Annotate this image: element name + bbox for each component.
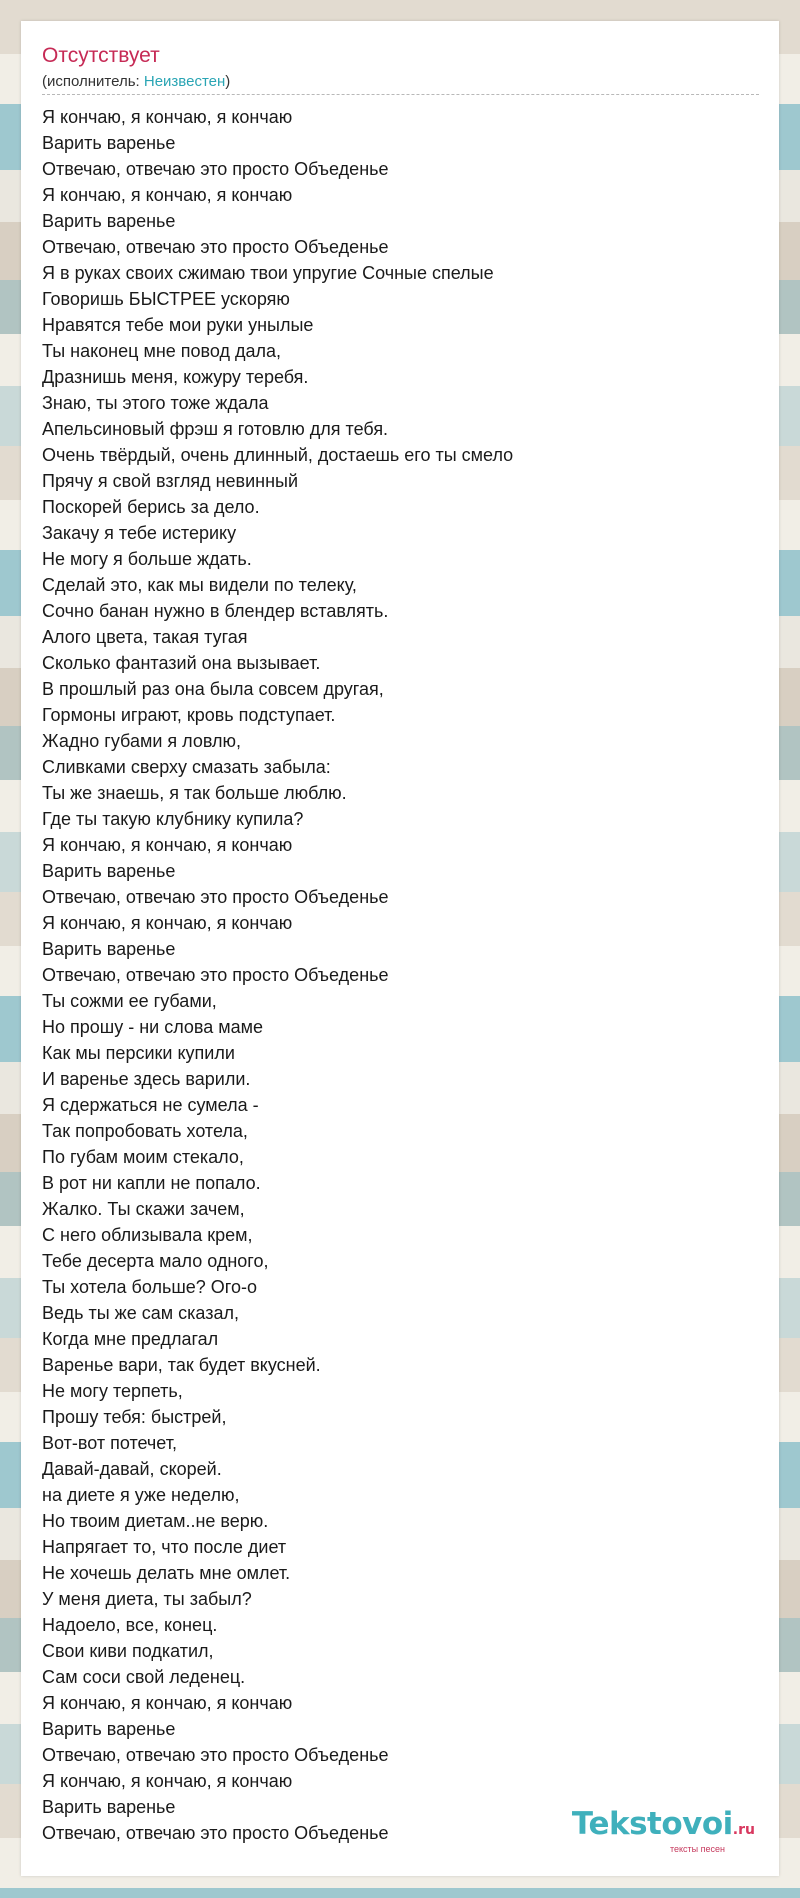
song-title: Отсутствует: [42, 44, 160, 67]
lyric-line: Не хочешь делать мне омлет.: [42, 1563, 291, 1583]
lyric-line: Варить варенье: [42, 133, 176, 153]
lyric-line: Варить варенье: [42, 1797, 176, 1817]
lyric-line: Сколько фантазий она вызывает.: [42, 653, 321, 673]
lyric-line: Ты же знаешь, я так больше люблю.: [42, 783, 347, 803]
performer-line: [42, 73, 230, 91]
lyric-line: Сам соси свой леденец.: [42, 1667, 246, 1687]
lyric-line: Я кончаю, я кончаю, я кончаю: [42, 185, 293, 205]
lyric-line: С него облизывала крем,: [42, 1225, 253, 1245]
lyric-line: Я кончаю, я кончаю, я кончаю: [42, 835, 293, 855]
lyric-line: Варить варенье: [42, 1719, 176, 1739]
lyric-line: И варенье здесь варили.: [42, 1069, 251, 1089]
lyric-line: Варенье вари, так будет вкусней.: [42, 1355, 321, 1375]
lyric-line: Я кончаю, я кончаю, я кончаю: [42, 1771, 293, 1791]
lyric-line: Отвечаю, отвечаю это просто Объеденье: [42, 887, 389, 907]
lyric-line: Прячу я свой взгляд невинный: [42, 471, 299, 491]
lyric-line: Отвечаю, отвечаю это просто Объеденье: [42, 1823, 389, 1843]
lyric-line: Нравятся тебе мои руки унылые: [42, 315, 314, 335]
lyric-line: Сливками сверху смазать забыла:: [42, 757, 331, 777]
lyric-line: Я кончаю, я кончаю, я кончаю: [42, 107, 293, 127]
lyric-line: Сочно банан нужно в блендер вставлять.: [42, 601, 389, 621]
lyric-line: Прошу тебя: быстрей,: [42, 1407, 227, 1427]
lyric-line: Ты сожми ее губами,: [42, 991, 217, 1011]
lyric-line: Когда мне предлагал: [42, 1329, 219, 1349]
lyric-line: Тебе десерта мало одного,: [42, 1251, 269, 1271]
lyric-line: Где ты такую клубнику купила?: [42, 809, 304, 829]
lyric-line: Но прошу - ни слова маме: [42, 1017, 264, 1037]
logo-name: Tekstovoi: [571, 1806, 733, 1842]
lyric-line: Отвечаю, отвечаю это просто Объеденье: [42, 159, 389, 179]
lyric-line: Как мы персики купили: [42, 1043, 235, 1063]
lyric-line: Не могу я больше ждать.: [42, 549, 252, 569]
logo-tld: .ru: [732, 1822, 755, 1838]
lyric-line: По губам моим стекало,: [42, 1147, 244, 1167]
lyric-line: Я кончаю, я кончаю, я кончаю: [42, 913, 293, 933]
lyric-line: Алого цвета, такая тугая: [42, 627, 248, 647]
lyric-line: Ведь ты же сам сказал,: [42, 1303, 239, 1323]
lyric-line: Знаю, ты этого тоже ждала: [42, 393, 269, 413]
logo-tagline: тексты песен: [669, 1844, 725, 1854]
lyric-line: Апельсиновый фрэш я готовлю для тебя.: [42, 419, 389, 439]
lyric-line: Я в руках своих сжимаю твои упругие Сочные спелые: [42, 263, 494, 283]
performer-suffix: ): [225, 73, 231, 90]
lyric-line: Жадно губами я ловлю,: [42, 731, 242, 751]
lyric-line: Очень твёрдый, очень длинный, достаешь его ты смело: [42, 445, 514, 465]
lyric-line: В прошлый раз она была совсем другая,: [42, 679, 384, 699]
lyric-line: Ты наконец мне повод дала,: [42, 341, 282, 361]
lyrics-card: [21, 21, 779, 1876]
lyric-line: Жалко. Ты скажи зачем,: [42, 1199, 245, 1219]
lyric-line: Варить варенье: [42, 211, 176, 231]
lyric-line: Сделай это, как мы видели по телеку,: [42, 575, 357, 595]
lyric-line: У меня диета, ты забыл?: [42, 1589, 252, 1609]
lyric-line: Давай-давай, скорей.: [42, 1459, 222, 1479]
lyric-line: В рот ни капли не попало.: [42, 1173, 261, 1193]
lyric-line: Я сдержаться не сумела -: [42, 1095, 259, 1115]
lyric-line: Дразнишь меня, кожуру теребя.: [42, 367, 309, 387]
lyric-line: Отвечаю, отвечаю это просто Объеденье: [42, 237, 389, 257]
site-logo[interactable]: [572, 1808, 755, 1854]
title-divider: [42, 94, 759, 95]
lyric-line: Я кончаю, я кончаю, я кончаю: [42, 1693, 293, 1713]
lyric-line: Варить варенье: [42, 939, 176, 959]
lyric-line: Свои киви подкатил,: [42, 1641, 214, 1661]
lyric-line: Отвечаю, отвечаю это просто Объеденье: [42, 965, 389, 985]
lyric-line: Вот-вот потечет,: [42, 1433, 177, 1453]
lyric-line: Поскорей берись за дело.: [42, 497, 260, 517]
lyric-line: Так попробовать хотела,: [42, 1121, 248, 1141]
lyric-line: Говоришь БЫСТРЕЕ ускоряю: [42, 289, 290, 309]
lyric-line: Не могу терпеть,: [42, 1381, 183, 1401]
lyric-line: Гормоны играют, кровь подступает.: [42, 705, 336, 725]
artist-link[interactable]: Неизвестен: [143, 73, 226, 90]
lyric-line: Но твоим диетам..не верю.: [42, 1511, 269, 1531]
lyric-line: Надоело, все, конец.: [42, 1615, 218, 1635]
performer-prefix: (исполнитель:: [42, 73, 144, 90]
lyric-line: Варить варенье: [42, 861, 176, 881]
lyric-line: Закачу я тебе истерику: [42, 523, 237, 543]
lyric-line: Отвечаю, отвечаю это просто Объеденье: [42, 1745, 389, 1765]
lyrics-text: [42, 104, 762, 1846]
lyric-line: Ты хотела больше? Ого-о: [42, 1277, 257, 1297]
lyric-line: на диете я уже неделю,: [42, 1485, 240, 1505]
lyric-line: Напрягает то, что после диет: [42, 1537, 287, 1557]
